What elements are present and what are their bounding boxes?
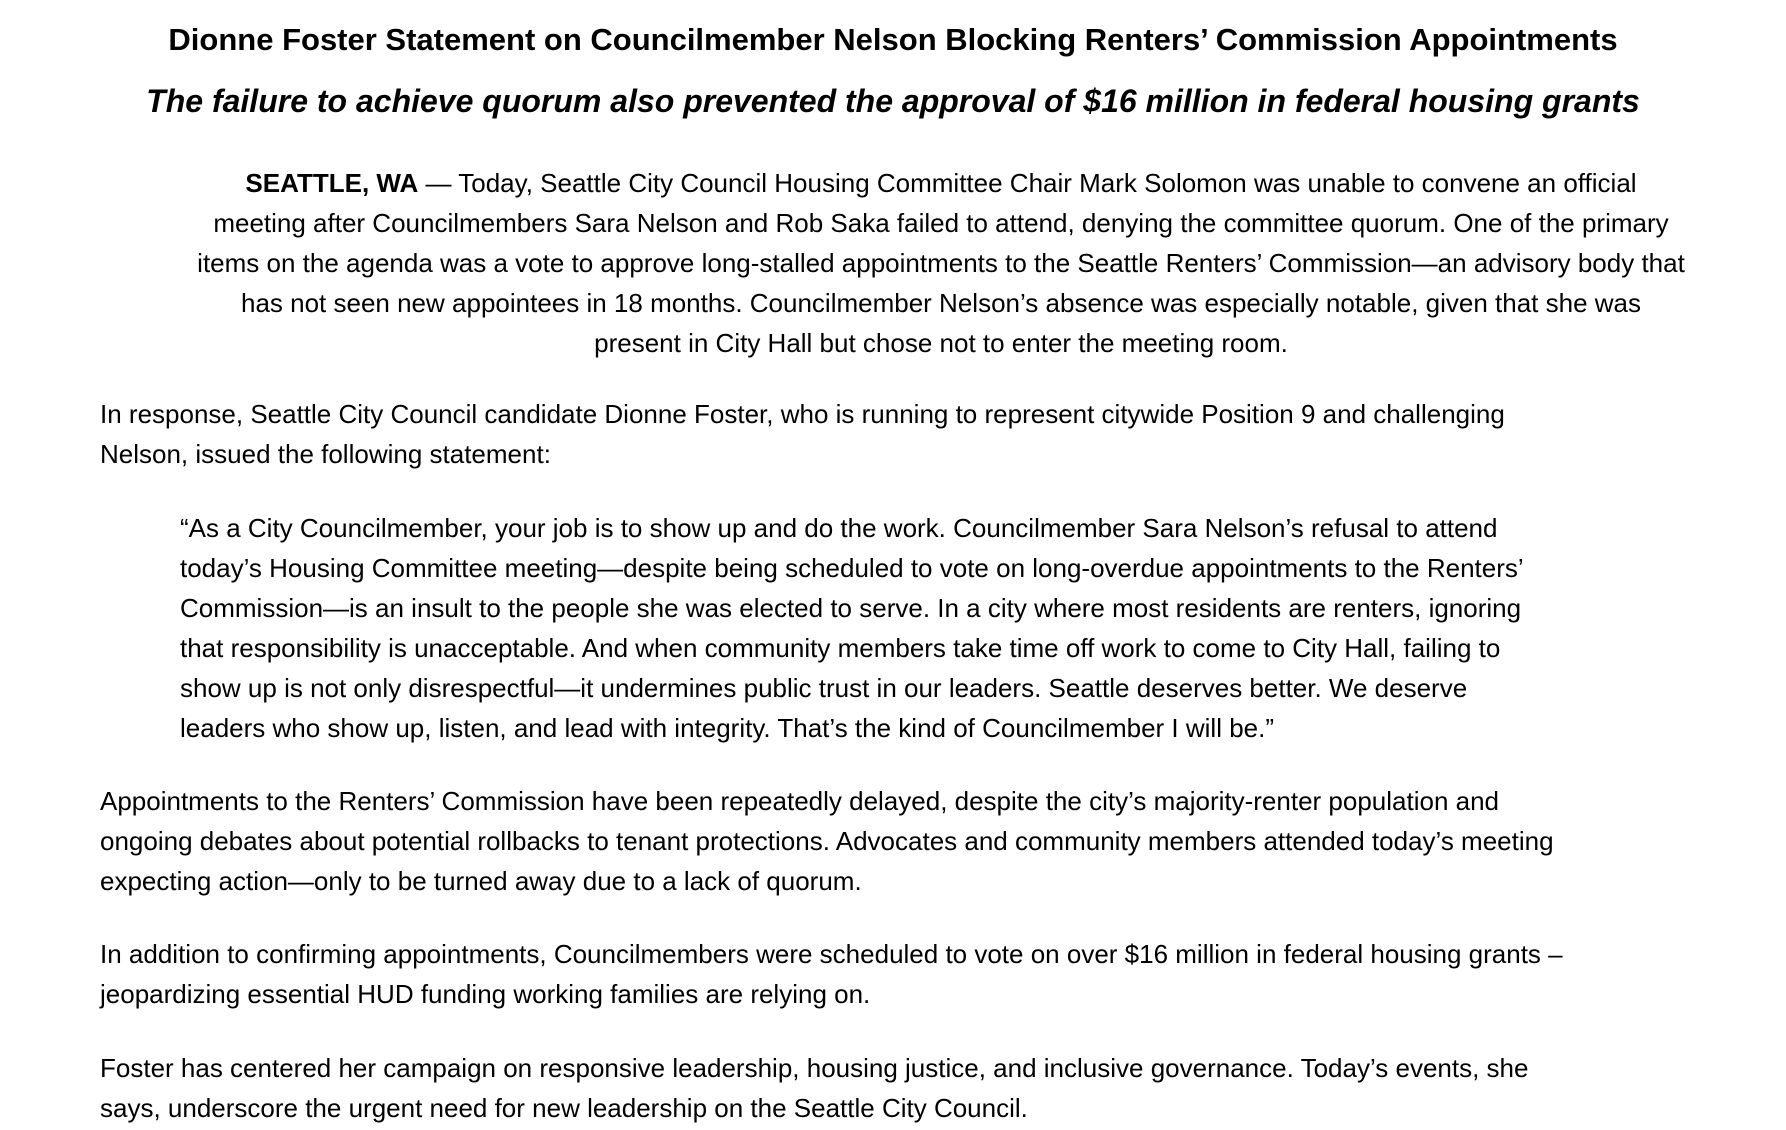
- lead-line-3: items on the agenda was a vote to approve long-stalled appointments to the Seattle Renters’ Commission—an advisory body that: [197, 248, 1685, 278]
- quote-line-2: today’s Housing Committee meeting—despite being scheduled to vote on long-overdue appointments to the Renters’: [180, 553, 1524, 583]
- lead-line-1-text: — Today, Seattle City Council Housing Committee Chair Mark Solomon was unable to convene an official: [418, 168, 1637, 198]
- response-line-1: In response, Seattle City Council candidate Dionne Foster, who is running to represent citywide Position 9 and challenging: [100, 399, 1505, 429]
- quote-line-4: that responsibility is unacceptable. And when community members take time off work to come to City Hall, failing to: [180, 633, 1501, 663]
- statement-quote: [180, 508, 1740, 748]
- campaign-line-2: says, underscore the urgent need for new leadership on the Seattle City Council.: [100, 1093, 1028, 1123]
- quote-line-1: “As a City Councilmember, your job is to show up and do the work. Councilmember Sara Nelson’s refusal to attend: [180, 513, 1498, 543]
- appointments-line-1: Appointments to the Renters’ Commission have been repeatedly delayed, despite the city’s majority-renter population and: [100, 786, 1500, 816]
- campaign-paragraph: [100, 1048, 1780, 1128]
- quote-line-5: show up is not only disrespectful—it undermines public trust in our leaders. Seattle deserves better. We deserve: [180, 673, 1468, 703]
- lead-line-4: has not seen new appointees in 18 months. Councilmember Nelson’s absence was especially notable, given that she was: [240, 288, 1641, 318]
- dateline: SEATTLE, WA: [245, 168, 419, 198]
- response-line-2: Nelson, issued the following statement:: [100, 439, 551, 469]
- quote-line-3: Commission—is an insult to the people she was elected to serve. In a city where most residents are renters, ignoring: [180, 593, 1522, 623]
- appointments-line-2: ongoing debates about potential rollbacks to tenant protections. Advocates and community members attended today’s meeting: [100, 826, 1554, 856]
- lead-line-1: [96, 163, 1786, 203]
- response-paragraph: [100, 394, 1780, 474]
- grants-paragraph: [100, 934, 1780, 1014]
- appointments-line-3: expecting action—only to be turned away due to a lack of quorum.: [100, 866, 862, 896]
- page-title: Dionne Foster Statement on Councilmember Nelson Blocking Renters’ Commission Appointments: [168, 22, 1618, 57]
- page-subtitle: The failure to achieve quorum also prevented the approval of $16 million in federal housing grants: [146, 83, 1640, 119]
- campaign-line-1: Foster has centered her campaign on responsive leadership, housing justice, and inclusive governance. Today’s events, she: [100, 1053, 1529, 1083]
- grants-line-1: In addition to confirming appointments, Councilmembers were scheduled to vote on over $16 million in federal housing grants –: [100, 939, 1563, 969]
- grants-line-2: jeopardizing essential HUD funding working families are relying on.: [100, 979, 871, 1009]
- quote-line-6: leaders who show up, listen, and lead with integrity. That’s the kind of Councilmember I will be.”: [180, 713, 1274, 743]
- lead-line-2: meeting after Councilmembers Sara Nelson and Rob Saka failed to attend, denying the committee quorum. One of the primary: [213, 208, 1669, 238]
- appointments-paragraph: [100, 781, 1780, 901]
- lead-line-5: present in City Hall but chose not to enter the meeting room.: [594, 328, 1288, 358]
- lead-paragraph: [96, 163, 1786, 363]
